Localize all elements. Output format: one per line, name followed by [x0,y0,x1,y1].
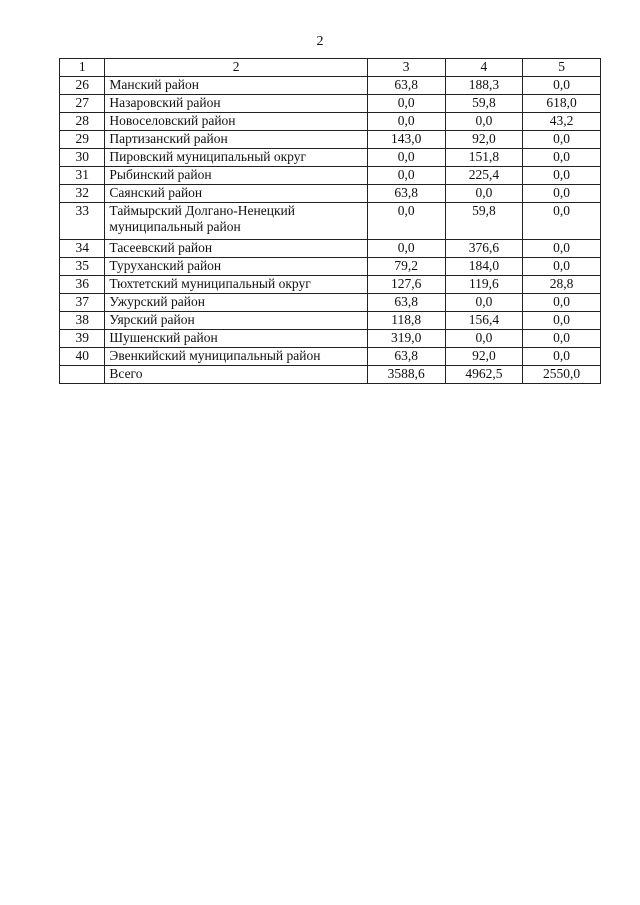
table-row [60,258,601,276]
row-col3: 0,0 [367,113,445,131]
header-cell: 1 [60,59,105,77]
total-number [60,366,105,384]
row-col4: 0,0 [445,330,523,348]
row-name: Партизанский район [105,131,367,149]
row-name: Ужурский район [105,294,367,312]
table-row [60,240,601,258]
row-number: 36 [60,276,105,294]
row-col3: 118,8 [367,312,445,330]
row-name: Тасеевский район [105,240,367,258]
table-row [60,131,601,149]
total-col4: 4962,5 [445,366,523,384]
row-col4: 0,0 [445,113,523,131]
row-number: 38 [60,312,105,330]
table-row [60,312,601,330]
row-col4: 59,8 [445,95,523,113]
row-number: 32 [60,185,105,203]
row-col4: 156,4 [445,312,523,330]
table-row [60,330,601,348]
header-cell: 2 [105,59,367,77]
table-row [60,95,601,113]
table-row [60,167,601,185]
row-number: 27 [60,95,105,113]
row-col3: 63,8 [367,77,445,95]
total-col5: 2550,0 [523,366,601,384]
row-col4: 188,3 [445,77,523,95]
row-col3: 79,2 [367,258,445,276]
row-col5: 28,8 [523,276,601,294]
header-cell: 5 [523,59,601,77]
total-row [60,366,601,384]
table-row [60,185,601,203]
table-row [60,348,601,366]
row-name: Саянский район [105,185,367,203]
row-col4: 0,0 [445,185,523,203]
table-body [60,77,601,366]
table-row [60,276,601,294]
row-col5: 0,0 [523,185,601,203]
row-number: 34 [60,240,105,258]
row-number: 37 [60,294,105,312]
row-col5: 0,0 [523,77,601,95]
row-name: Туруханский район [105,258,367,276]
header-cell: 3 [367,59,445,77]
row-col5: 0,0 [523,258,601,276]
table-header-row [60,59,601,77]
table-row [60,203,601,240]
row-col5: 0,0 [523,294,601,312]
row-col3: 0,0 [367,203,445,240]
row-col5: 0,0 [523,149,601,167]
row-name: Уярский район [105,312,367,330]
row-col4: 376,6 [445,240,523,258]
row-name: Пировский муниципальный округ [105,149,367,167]
row-col5: 0,0 [523,203,601,240]
row-col4: 184,0 [445,258,523,276]
row-col3: 63,8 [367,185,445,203]
table-row [60,294,601,312]
row-col4: 151,8 [445,149,523,167]
total-col3: 3588,6 [367,366,445,384]
row-col4: 119,6 [445,276,523,294]
row-col5: 0,0 [523,240,601,258]
row-number: 30 [60,149,105,167]
row-col5: 0,0 [523,330,601,348]
row-col5: 0,0 [523,348,601,366]
row-name: Новоселовский район [105,113,367,131]
row-col3: 319,0 [367,330,445,348]
row-col4: 59,8 [445,203,523,240]
row-name: Тюхтетский муниципальный округ [105,276,367,294]
row-col3: 0,0 [367,167,445,185]
row-number: 35 [60,258,105,276]
row-name: Таймырский Долгано-Ненецкий муниципальный район [105,203,367,240]
row-col5: 618,0 [523,95,601,113]
row-col3: 127,6 [367,276,445,294]
data-table [59,58,601,384]
row-name: Назаровский район [105,95,367,113]
row-col3: 0,0 [367,240,445,258]
row-col5: 0,0 [523,312,601,330]
row-col3: 63,8 [367,294,445,312]
page-number: 2 [316,34,324,49]
row-number: 26 [60,77,105,95]
row-col4: 0,0 [445,294,523,312]
table-row [60,113,601,131]
row-number: 29 [60,131,105,149]
row-col3: 143,0 [367,131,445,149]
row-number: 31 [60,167,105,185]
table-row [60,149,601,167]
row-name: Шушенский район [105,330,367,348]
row-number: 40 [60,348,105,366]
row-col5: 0,0 [523,131,601,149]
row-col4: 92,0 [445,131,523,149]
table-row [60,77,601,95]
row-col4: 92,0 [445,348,523,366]
row-col3: 0,0 [367,149,445,167]
row-number: 28 [60,113,105,131]
row-col5: 0,0 [523,167,601,185]
row-col4: 225,4 [445,167,523,185]
total-label: Всего [105,366,367,384]
row-number: 33 [60,203,105,240]
row-col5: 43,2 [523,113,601,131]
row-name: Эвенкийский муниципальный район [105,348,367,366]
row-name: Манский район [105,77,367,95]
row-name: Рыбинский район [105,167,367,185]
row-col3: 0,0 [367,95,445,113]
row-col3: 63,8 [367,348,445,366]
header-cell: 4 [445,59,523,77]
row-number: 39 [60,330,105,348]
